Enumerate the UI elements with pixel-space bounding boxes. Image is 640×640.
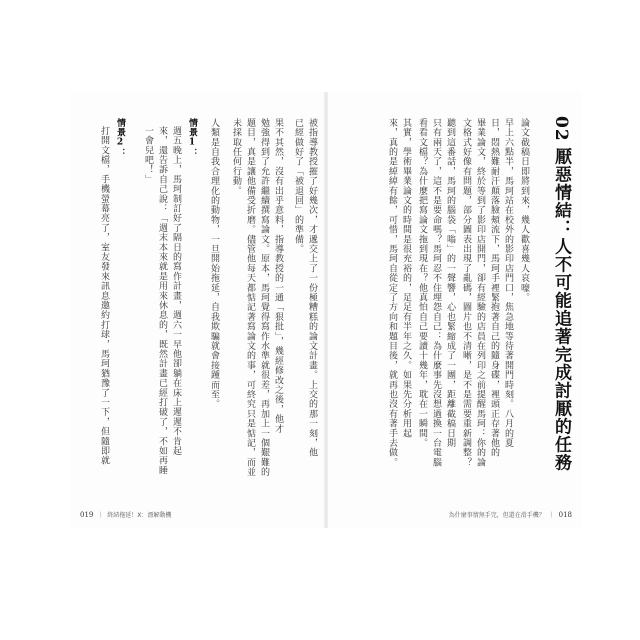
body-text-column: 果不其然，沒有出乎意料，指導教授的一通「狠批」，幾經修改之後，他才 bbox=[273, 118, 283, 434]
page-number: 018 bbox=[558, 511, 572, 519]
body-text-column: 日，悶熱難耐汗顛落臉頰流下，馬珂手裡緊抱著自己的隨身碟，裡頭正存著他的 bbox=[489, 118, 499, 458]
body-text-column: 來，真的是綽綽有餘，可惜，馬珂自從定了方向和題目後，就再也沒有著手去做。 bbox=[387, 118, 397, 468]
page-number: 019 bbox=[80, 511, 94, 519]
scene-2-heading: 情景2： bbox=[115, 118, 125, 158]
left-page bbox=[70, 92, 324, 528]
book-spread bbox=[70, 92, 582, 528]
body-text-column: 已經做好了「被退回」的準備。 bbox=[293, 118, 303, 254]
running-book-title: 終結拖延！X：漂解動機 bbox=[107, 512, 172, 519]
body-text-column: 看看文檔？為什麼把寫論文拖到現在？他真怕自己要讀十幾年，耽在一瞬間。 bbox=[417, 118, 427, 448]
body-text-column: 聽到這番話，馬珂的腦袋「嗡」的一聲響，心也緊縮成了一團，距離截稿日期 bbox=[445, 118, 455, 448]
right-page-footer bbox=[449, 510, 572, 522]
chapter-title: 厭惡情結：人不可能追著完成討厭的任務 bbox=[551, 147, 571, 472]
scene-1-heading: 情景1： bbox=[187, 118, 197, 158]
scene-1-text: 來，還告訴自己說：「週末本來就是用來休息的，既然計畫已經打破了，不如再睡 bbox=[157, 126, 167, 476]
body-text-column: 勉強得到了允許繼續撰寫論文。原本，馬珂覺得寫作水準就很差，再加上一個艱難的 bbox=[259, 118, 269, 477]
body-text-column: 其實，學術畢業論文的時間是很充裕的，足足有半年之久。如果先分析用起 bbox=[401, 118, 411, 439]
body-text-column: 題目，真是讓他備受折磨。儘管他每天都惦記著寫論文的事，可終究只是惦記，而並 bbox=[245, 118, 255, 477]
left-page-footer bbox=[80, 510, 171, 522]
scene-1-text: 週五晚上，馬珂制訂好了隔日的寫作計畫，週六一早他卻躺在床上遲遲不肯起 bbox=[171, 126, 181, 456]
footer-separator: ｜ bbox=[548, 512, 555, 519]
body-text-column: 論文截稿日即將到來，幾人歡喜幾人哀嚎。 bbox=[519, 118, 529, 303]
body-text-column: 早上六點半，馬珂站在校外的影印店門口，焦急地等待著開門時刻。八月的夏 bbox=[503, 118, 513, 448]
body-text-column: 人類是自我合理化的動物，一旦開始拖延，自我欺騙就會接踵而至。 bbox=[209, 118, 219, 409]
body-text-column: 只有兩天了，這不是要命嗎？馬珂忍不住埋怨自己：為什麼事先沒想過換一台電腦 bbox=[431, 118, 441, 468]
running-chapter-title: 為什麼事情無手完，但還在滑手機？ bbox=[448, 512, 545, 519]
footer-separator: ｜ bbox=[97, 512, 104, 519]
scene-1-text: 一會兒吧！」 bbox=[143, 126, 153, 185]
body-text-column: 畢業論文，終於等到了影印店開門，卻有經驗的店員在列印之前提醒馬珂：你的論 bbox=[475, 118, 485, 468]
body-text-column: 文格式好像有問題，部分圖表出現了亂碼，圖片也不清晰，是不是需要重新調整？ bbox=[461, 118, 471, 468]
body-text-column: 未採取任何行動。 bbox=[231, 118, 241, 196]
chapter-number: 02 bbox=[551, 116, 571, 142]
scene-2-text: 打開文檔，手機螢幕亮了，室友發來訊息邀約打球，馬珂猶豫了一下，但隨即就 bbox=[99, 126, 109, 466]
chapter-heading bbox=[544, 116, 574, 472]
right-page bbox=[328, 92, 582, 528]
body-text-column: 被指導教授摧了好幾次，才遞交上了一份極糟糕的論文計畫。上交的那一刻，他 bbox=[307, 118, 317, 458]
